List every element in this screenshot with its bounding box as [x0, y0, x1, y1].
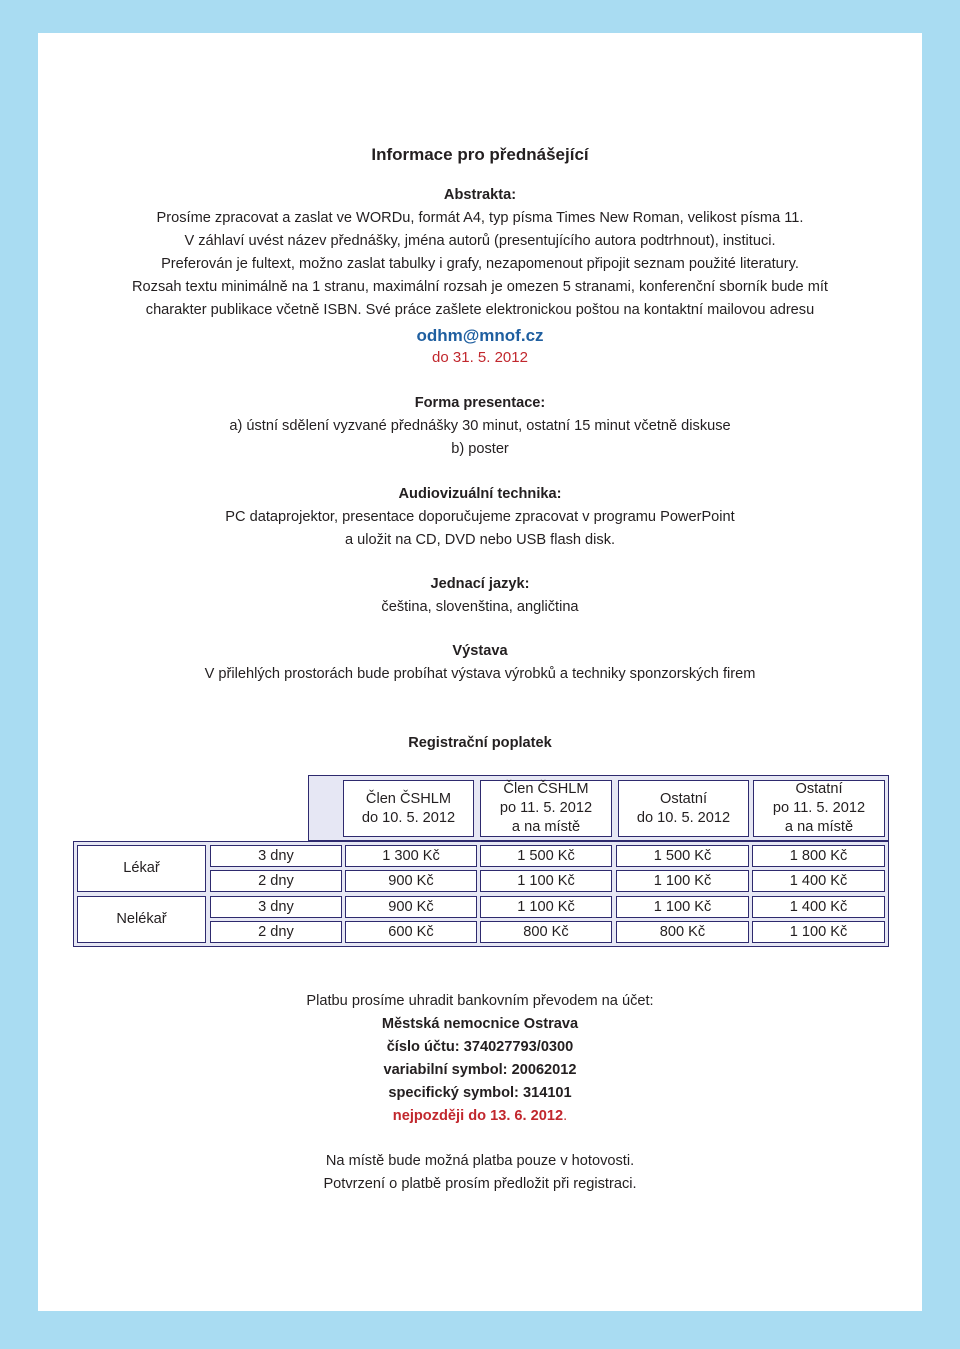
fee-cell: 1 500 Kč	[480, 845, 612, 867]
payment-section	[38, 990, 922, 1128]
payment-vs: variabilní symbol: 20062012	[383, 1062, 577, 1078]
fee-cell: 600 Kč	[345, 921, 477, 943]
abstrakta-line: Rozsah textu minimálně na 1 stranu, maximální rozsah je omezen 5 stranami, konferenční sborník bude mít	[132, 279, 828, 295]
header-cell-member-late	[480, 780, 612, 837]
fee-cell: 800 Kč	[616, 921, 749, 943]
jazyk-line: čeština, slovenština, angličtina	[381, 599, 579, 615]
deadline-period: .	[563, 1108, 568, 1124]
header-cell-other-late	[753, 780, 885, 837]
fee-cell: 1 100 Kč	[616, 870, 749, 892]
payment-note: Na místě bude možná platba pouze v hotovosti.	[325, 1153, 635, 1169]
fee-cell: 1 100 Kč	[480, 870, 612, 892]
row-days: 2 dny	[210, 921, 342, 943]
abstrakta-section	[38, 184, 922, 322]
abstrakta-line: V záhlaví uvést název přednášky, jména autorů (presentujícího autora podtrhnout), instituci.	[184, 233, 776, 249]
audio-section	[38, 483, 922, 552]
header-text: do 10. 5. 2012	[361, 809, 456, 826]
page	[38, 33, 922, 1311]
fee-cell: 1 400 Kč	[752, 896, 885, 918]
vystava-section	[38, 640, 922, 686]
forma-heading: Forma presentace:	[414, 395, 546, 411]
email-row	[38, 325, 922, 348]
payment-ss: specifický symbol: 314101	[388, 1085, 572, 1101]
header-text: a na místě	[784, 819, 854, 835]
header-text: Ostatní	[795, 781, 843, 797]
fee-cell: 800 Kč	[480, 921, 612, 943]
row-days: 2 dny	[210, 870, 342, 892]
group-nelekar: Nelékař	[77, 896, 206, 943]
audio-line: a uložit na CD, DVD nebo USB flash disk.	[344, 532, 616, 548]
abstract-deadline: do 31. 5. 2012	[432, 349, 528, 366]
payment-deadline: nejpozději do 13. 6. 2012	[392, 1108, 564, 1124]
group-lekar: Lékař	[77, 845, 206, 892]
audio-heading: Audiovizuální technika:	[398, 486, 562, 502]
payment-intro: Platbu prosíme uhradit bankovním převodem na účet:	[306, 993, 654, 1009]
abstrakta-line: Preferován je fultext, možno zaslat tabulky i grafy, nezapomenout připojit seznam použité literatury.	[161, 256, 799, 272]
jazyk-section	[38, 573, 922, 619]
fee-cell: 1 400 Kč	[752, 870, 885, 892]
abstrakta-line: charakter publikace včetně ISBN. Své práce zašlete elektronickou poštou na kontaktní mailovou adresu	[145, 302, 815, 318]
fee-table	[73, 775, 889, 947]
forma-section	[38, 392, 922, 461]
payment-note: Potvrzení o platbě prosím předložit při registraci.	[323, 1176, 637, 1192]
fee-cell: 1 100 Kč	[480, 896, 612, 918]
row-days: 3 dny	[210, 896, 342, 918]
fee-cell: 1 100 Kč	[616, 896, 749, 918]
payment-bank: Městská nemocnice Ostrava	[381, 1016, 579, 1032]
payment-account: číslo účtu: 374027793/0300	[386, 1039, 574, 1055]
vystava-heading: Výstava	[452, 643, 508, 659]
header-text: a na místě	[511, 819, 581, 835]
fee-cell: 1 300 Kč	[345, 845, 477, 867]
abstrakta-heading: Abstrakta:	[443, 187, 517, 203]
audio-line: PC dataprojektor, presentace doporučujeme zpracovat v programu PowerPoint	[225, 509, 735, 525]
header-text: po 11. 5. 2012	[772, 800, 866, 816]
abstrakta-line: Prosíme zpracovat a zaslat ve WORDu, formát A4, typ písma Times New Roman, velikost písma 11.	[156, 210, 804, 226]
header-cell-member-early	[343, 780, 474, 837]
header-text: Člen ČSHLM	[503, 781, 589, 797]
header-cell-other-early	[618, 780, 749, 837]
fee-cell: 900 Kč	[345, 870, 477, 892]
header-text: Ostatní	[659, 790, 708, 807]
fee-cell: 1 800 Kč	[752, 845, 885, 867]
vystava-line: V přilehlých prostorách bude probíhat výstava výrobků a techniky sponzorských firem	[204, 666, 756, 682]
forma-line: b) poster	[451, 441, 509, 457]
fee-cell: 1 500 Kč	[616, 845, 749, 867]
header-text: do 10. 5. 2012	[636, 809, 731, 826]
header-text: po 11. 5. 2012	[499, 800, 593, 816]
header-text: Člen ČSHLM	[365, 790, 452, 807]
payment-notes	[38, 1150, 922, 1196]
fee-cell: 1 100 Kč	[752, 921, 885, 943]
page-title: Informace pro přednášející	[371, 145, 589, 164]
jazyk-heading: Jednací jazyk:	[430, 576, 530, 592]
row-days: 3 dny	[210, 845, 342, 867]
fee-cell: 900 Kč	[345, 896, 477, 918]
forma-line: a) ústní sdělení vyzvané přednášky 30 minut, ostatní 15 minut včetně diskuse	[229, 418, 731, 434]
email-link[interactable]: odhm@mnof.cz	[416, 326, 544, 345]
fees-heading: Registrační poplatek	[408, 735, 552, 751]
